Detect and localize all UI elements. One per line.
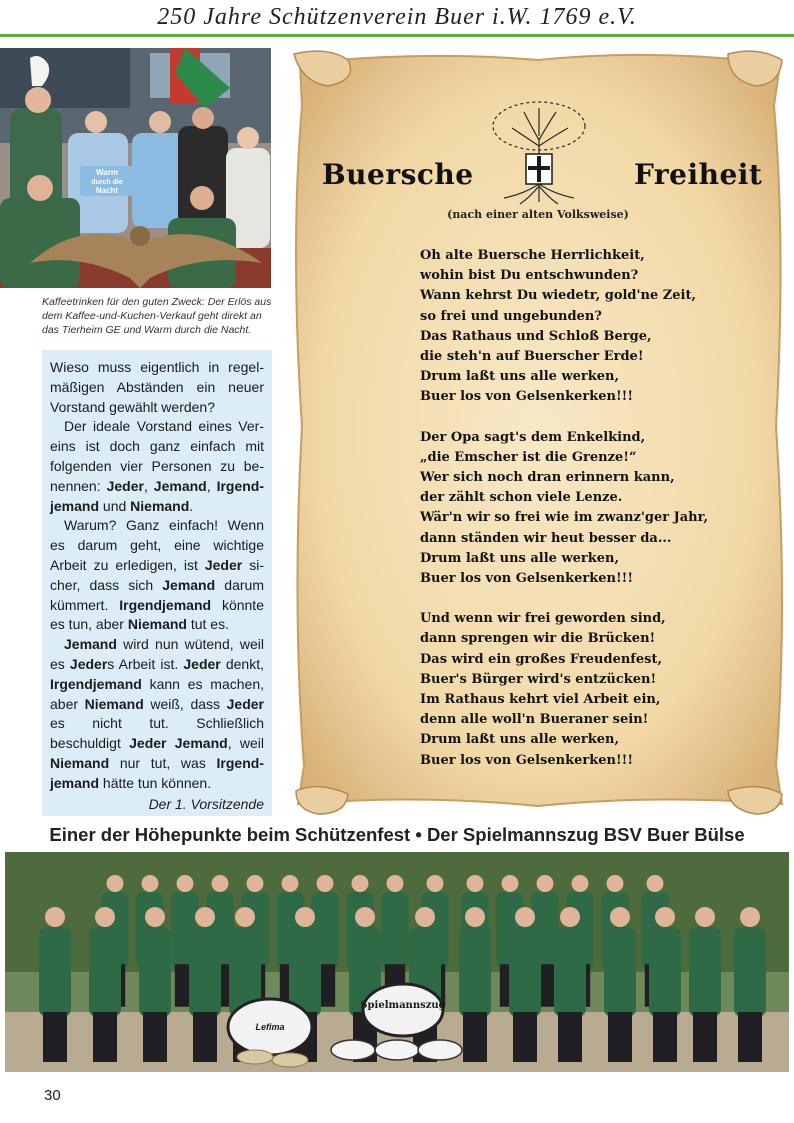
poem-stanza-2 xyxy=(420,428,780,590)
infobox-paragraph-3: Warum? Ganz einfach! Wenn es darum geht, eine wichtige Arbeit zu erledigen, ist Jeder sicher, dass sich Jemand darum kümmert. Irgendjemand könnte es tun, aber Niemand tut es. xyxy=(50,517,265,633)
poem-line: Wer sich noch dran erinnern kann, xyxy=(420,470,675,486)
poem-line: Und wenn wir frei geworden sind, xyxy=(420,611,666,627)
poem-subtitle: (nach einer alten Volksweise) xyxy=(447,208,629,221)
poem-stanza-1 xyxy=(420,246,780,408)
band-group-photo xyxy=(5,852,789,1072)
poem-line: Drum laßt uns alle werken, xyxy=(420,369,620,385)
poem-line: dann ständen wir heut besser da... xyxy=(420,530,672,546)
infobox-paragraph-1: Wieso muss eigentlich in regelmäßigen Abständen ein neuer Vorstand gewählt werden? xyxy=(50,359,264,415)
poem-body xyxy=(420,246,780,791)
vest-text-2: durch die xyxy=(91,179,123,186)
poem-line: der zählt schon viele Lenze. xyxy=(420,490,623,506)
poem-line: Das Rathaus und Schloß Berge, xyxy=(420,328,652,344)
page-header xyxy=(0,0,794,40)
poem-line: denn alle woll'n Bueraner sein! xyxy=(420,712,649,728)
charity-photo xyxy=(0,48,271,288)
poem-title-left: Buersche xyxy=(322,158,474,191)
infobox-signature: Der 1. Vorsitzende xyxy=(148,795,264,812)
vest-text-1: Warm xyxy=(96,168,118,177)
header-rule xyxy=(0,34,794,37)
poem-line: „die Emscher ist die Grenze!“ xyxy=(420,449,637,465)
bass-drum-text: Spielmannszug xyxy=(360,1000,446,1011)
poem-line: dann sprengen wir die Brücken! xyxy=(420,631,656,647)
band-heading: Einer der Höhepunkte beim Schützenfest • Der Spielmannszug BSV Buer Bülse xyxy=(49,824,745,845)
poem-line: Buer los von Gelsenkerken!!! xyxy=(420,571,634,587)
poem-title-right: Freiheit xyxy=(634,158,763,191)
poem-line: Drum laßt uns alle werken, xyxy=(420,550,620,566)
poem-line: die steh'n auf Buerscher Erde! xyxy=(420,349,644,365)
poem-line: Im Rathaus kehrt viel Arbeit ein, xyxy=(420,692,661,708)
poem-line: Der Opa sagt's dem Enkelkind, xyxy=(420,429,646,445)
poem-line: Wann kehrst Du wiedetr, gold'ne Zeit, xyxy=(420,288,696,304)
vest-text-3: Nacht xyxy=(95,186,119,195)
poem-line: Buer's Bürger wird's entzücken! xyxy=(420,671,657,687)
bass-drum-brand: Lefima xyxy=(255,1022,285,1032)
poem-line: Buer los von Gelsenkerken!!! xyxy=(420,389,634,405)
poem-stanza-3 xyxy=(420,609,780,771)
poem-line: Das wird ein großes Freudenfest, xyxy=(420,651,663,667)
infobox-paragraph-4: Jemand wird nun wütend, weil es Jeders Arbeit ist. Jeder denkt, Irgendjemand kann es machen, aber Niemand weiß, dass Jeder es nicht tut. Schließlich beschuldigt Jeder Jemand, weil Niemand nur tut, was Irgendjemand hätte tun können. xyxy=(50,636,265,791)
infobox-paragraph-2: Der ideale Vorstand eines Vereins ist doch ganz einfach mit folgenden vier Personen zu benennen: Jeder, Jemand, Irgendjemand und Niemand. xyxy=(50,418,265,514)
page-header-title: 250 Jahre Schützenverein Buer i.W. 1769 e.V. xyxy=(157,4,637,30)
poem-line: Oh alte Buersche Herrlichkeit, xyxy=(420,248,645,263)
poem-line: Drum laßt uns alle werken, xyxy=(420,732,620,748)
poem-scroll xyxy=(288,46,788,816)
poem-line: wohin bist Du entschwunden? xyxy=(420,268,639,284)
photo-caption: Kaffeetrinken für den guten Zweck: Der Erlös aus dem Kaffee-und-Kuchen-Verkauf geht direkt an das Tierheim GE und Warm durch die Nacht. xyxy=(42,296,272,336)
poem-line: so frei und ungebunden? xyxy=(420,308,602,324)
tree-coat-of-arms-icon xyxy=(484,98,594,208)
page-number: 30 xyxy=(44,1087,61,1104)
board-joke-box xyxy=(42,350,272,816)
poem-line: Wär'n wir so frei wie im zwanz'ger Jahr, xyxy=(420,510,709,526)
poem-line: Buer los von Gelsenkerken!!! xyxy=(420,752,634,768)
